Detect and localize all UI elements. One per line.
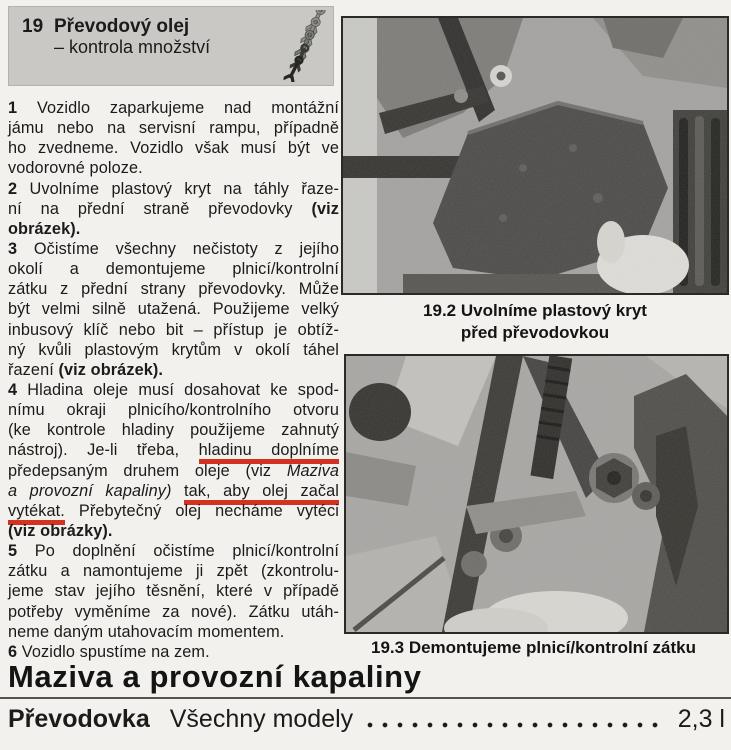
fluids-models: Všechny modely (169, 705, 354, 733)
fluids-value: 2,3 l (677, 705, 725, 733)
section-header (8, 6, 334, 86)
step-text: 6 (8, 642, 22, 661)
figure-19-3-photo (344, 354, 729, 634)
step-text: Uvolníme plastový kryt na táhly řaze- (29, 179, 339, 198)
step-text-line (8, 602, 339, 622)
step-text: 1 (8, 99, 37, 117)
step-text-line (8, 360, 339, 380)
step-text-line (8, 521, 339, 541)
step-text: Očistíme všechny nečistoty z jejího (33, 239, 339, 258)
step-text: neme daným utahovacím momentem. (8, 622, 285, 641)
step-text: jeme stav jejího těsnění, které v případě (8, 582, 339, 601)
step-text: Přebytečný olej necháme vytéci (64, 501, 339, 520)
section-subtitle: – kontrola množství (54, 37, 211, 57)
step-text: (ke kontrole hladiny použijeme zahnutý (8, 421, 339, 440)
step-text-line (8, 461, 339, 481)
step-text: zátku z přední strany převodovky. Může (8, 280, 339, 299)
steps-column (8, 98, 339, 662)
step-text-line (8, 481, 339, 501)
step-text-line (8, 581, 339, 601)
step-text: inbusový klíč nebo bit – přístup je obtíž- (8, 320, 339, 339)
step-text: předepsaným druhem oleje (viz (8, 461, 287, 480)
step-text: ho zvedneme. Vozidlo však musí být ve (8, 139, 339, 158)
wrench-stack-icon (275, 10, 329, 82)
step-text: 2 (8, 179, 30, 198)
step-text-line (8, 541, 339, 561)
step-text: Vozidlo zaparkujeme nad montážní (36, 99, 339, 117)
step-text-line (8, 279, 339, 299)
step-text-line (8, 118, 339, 138)
step-text-line (8, 98, 339, 118)
caption-line: před převodovkou (460, 323, 610, 342)
fluids-heading: Maziva a provozní kapaliny (8, 659, 422, 694)
step-text: (viz obrázek). (58, 360, 164, 379)
step-text: Hladina oleje musí dosahovat ke spod- (27, 380, 340, 399)
step-text (171, 482, 184, 500)
step-text-line (8, 179, 339, 199)
section-number: 19 (22, 16, 44, 37)
step-text: nástroj). Je-li třeba, (8, 441, 199, 460)
step-text-line (8, 420, 339, 440)
step-text-line (8, 138, 339, 158)
step-text: být velmi silně utažená. Použijeme velký (8, 300, 339, 319)
step-text-line (8, 440, 339, 460)
step-text: vodorovné poloze. (8, 159, 143, 178)
step-text: a provozní kapaliny) (8, 481, 172, 500)
step-text: ní na přední straně převodovky (8, 199, 312, 218)
caption-line: 19.3 Demontujeme plnicí/kontrolní zátku (371, 638, 696, 657)
fluids-label: Převodovka (8, 705, 150, 733)
step-text-line (8, 320, 339, 340)
step-text: 4 (8, 380, 28, 399)
step-text: 3 (8, 239, 34, 258)
step-text: Po doplnění očistíme plnicí/kontrolní (34, 542, 340, 561)
step-text-line (8, 340, 339, 360)
step-text: obrázek). (8, 219, 81, 238)
step-text: nímu okraji plnicího/kontrolního otvoru (8, 401, 339, 420)
step-text-line (8, 400, 339, 420)
step-text: jámu nebo na servisní rampu, případně (8, 119, 339, 138)
step-text: zátku a namontujeme ji zpět (zkontrolu- (8, 562, 339, 581)
divider-rule (0, 697, 731, 699)
step-text: řazení (8, 360, 59, 379)
fluids-row (8, 705, 725, 734)
red-underlined-text: hladinu doplníme (199, 441, 339, 464)
step-text-line (8, 259, 339, 279)
step-text: 5 (8, 542, 35, 561)
step-text: Maziva (286, 461, 339, 480)
step-text-line (8, 380, 339, 400)
step-text: (viz (311, 199, 339, 218)
figure-19-2-caption (341, 300, 729, 344)
figure-19-2-photo (341, 16, 729, 295)
step-text-line (8, 561, 339, 581)
dot-leader (367, 722, 664, 729)
figure-19-3-caption (336, 637, 731, 659)
section-title: Převodový olej (54, 16, 190, 37)
step-text-line (8, 622, 339, 642)
step-text-line (8, 219, 339, 239)
step-text: Vozidlo spustíme na zem. (21, 642, 210, 661)
step-text-line (8, 199, 339, 219)
step-text: okolí a demontujeme plnicí/kontrolní (8, 260, 339, 279)
step-text-line (8, 299, 339, 319)
caption-line: 19.2 Uvolníme plastový kryt (423, 301, 647, 320)
step-text: potřeby vyměníme za nové). Zátku utáh- (8, 602, 339, 621)
step-text-line (8, 158, 339, 178)
step-text: ný kvůli plastovým krytům v okolí táhel (8, 340, 339, 359)
red-underlined-text: vytékat. (8, 502, 65, 525)
red-underlined-text: tak, aby olej začal (184, 482, 339, 505)
step-text-line (8, 501, 339, 521)
step-text: (viz obrázky). (8, 521, 113, 540)
step-text-line (8, 239, 339, 259)
